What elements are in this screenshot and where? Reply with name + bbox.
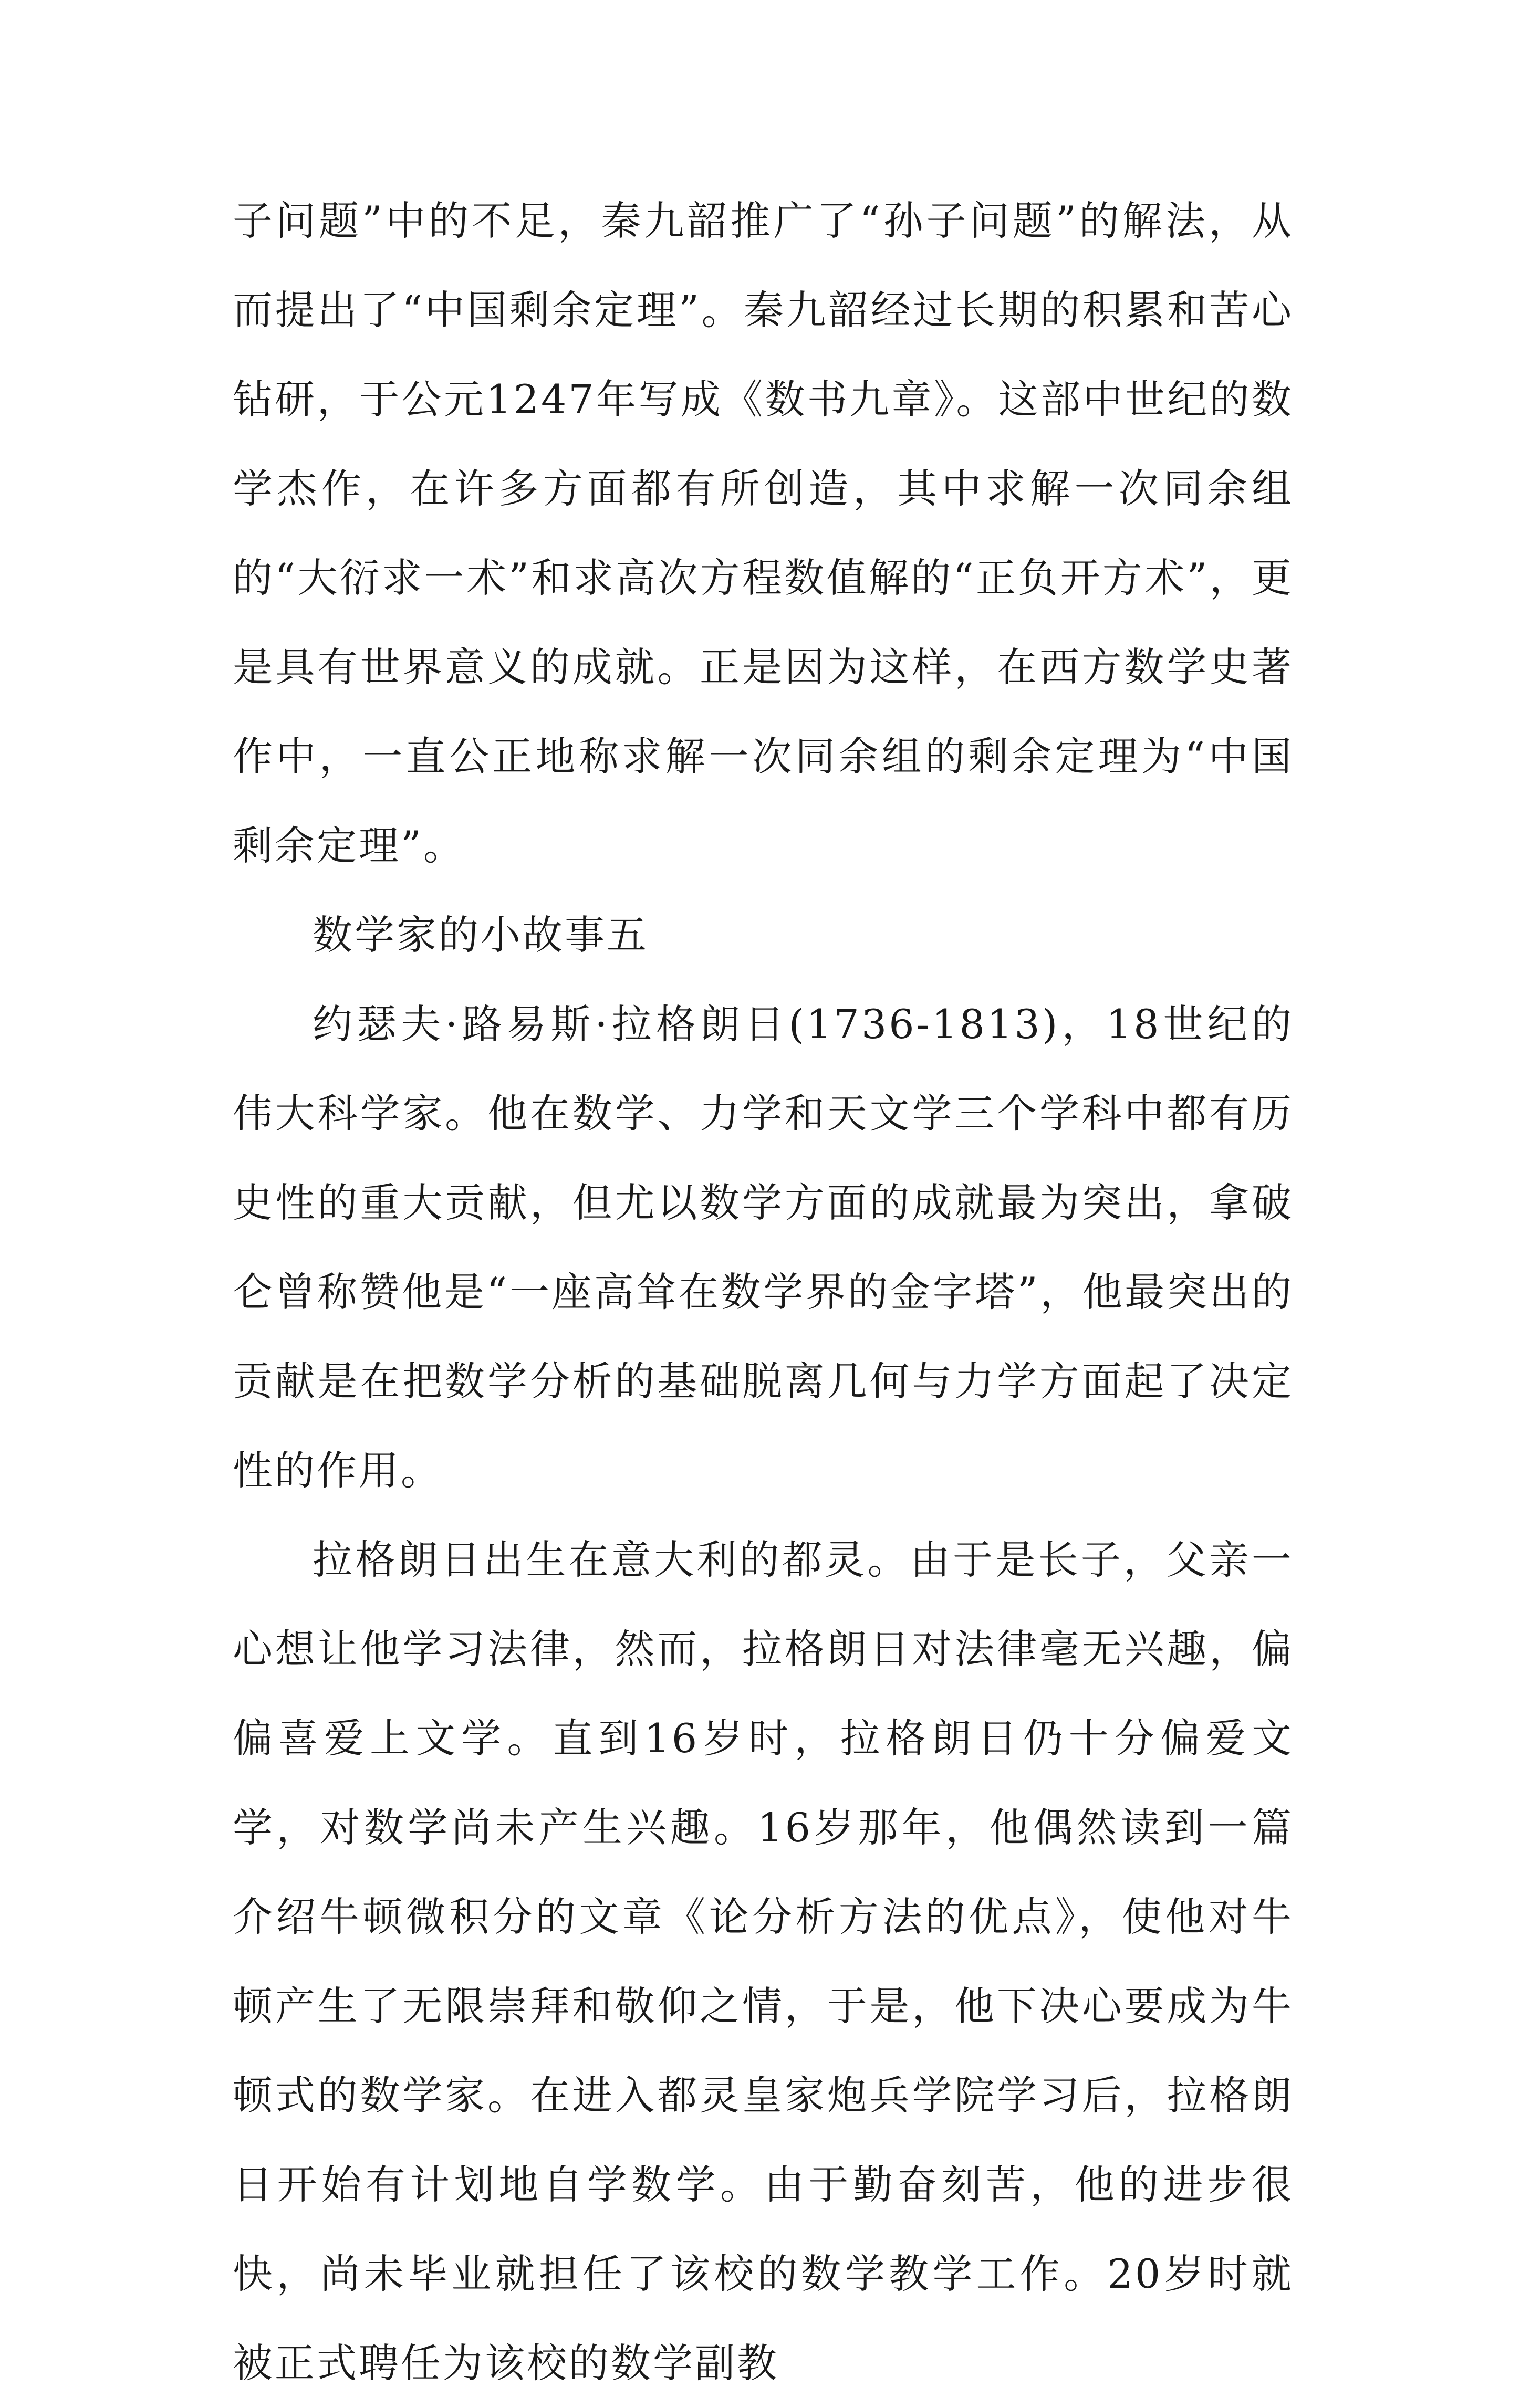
paragraph-lagrange-early-life: 拉格朗日出生在意大利的都灵。由于是长子，父亲一心想让他学习法律，然而，拉格朗日对法律毫无兴趣，偏偏喜爱上文学。直到16岁时，拉格朗日仍十分偏爱文学，对数学尚未产生兴趣。16岁那年，他偶然读到一篇介绍牛顿微积分的文章《论分析方法的优点》，使他对牛顿产生了无限崇拜和敬仰之情，于是，他下决心要成为牛顿式的数学家。在进入都灵皇家炮兵学院学习后，拉格朗日开始有计划地自学数学。由于勤奋刻苦，他的进步很快，尚未毕业就担任了该校的数学教学工作。20岁时就被正式聘任为该校的数学副教 — [233, 1536, 1294, 2386]
paragraph-continued-chinese-remainder-theorem: 子问题”中的不足，秦九韶推广了“孙子问题”的解法，从而提出了“中国剩余定理”。秦九韶经过长期的积累和苦心钻研，于公元1247年写成《数书九章》。这部中世纪的数学杰作，在许多方面都有所创造，其中求解一次同余组的“大衍求一术”和求高次方程数值解的“正负开方术”，更是具有世界意义的成就。正是因为这样，在西方数学史著作中，一直公正地称求解一次同余组的剩余定理为“中国剩余定理”。 — [233, 197, 1294, 869]
section-heading-story-five: 数学家的小故事五 — [313, 912, 649, 958]
paragraph-lagrange-intro: 约瑟夫·路易斯·拉格朗日(1736-1813)，18世纪的伟大科学家。他在数学、力学和天文学三个学科中都有历史性的重大贡献，但尤以数学方面的成就最为突出，拿破仑曾称赞他是“一座高耸在数学界的金字塔”，他最突出的贡献是在把数学分析的基础脱离几何与力学方面起了决定性的作用。 — [233, 1001, 1294, 1494]
body-text — [233, 176, 1294, 2408]
